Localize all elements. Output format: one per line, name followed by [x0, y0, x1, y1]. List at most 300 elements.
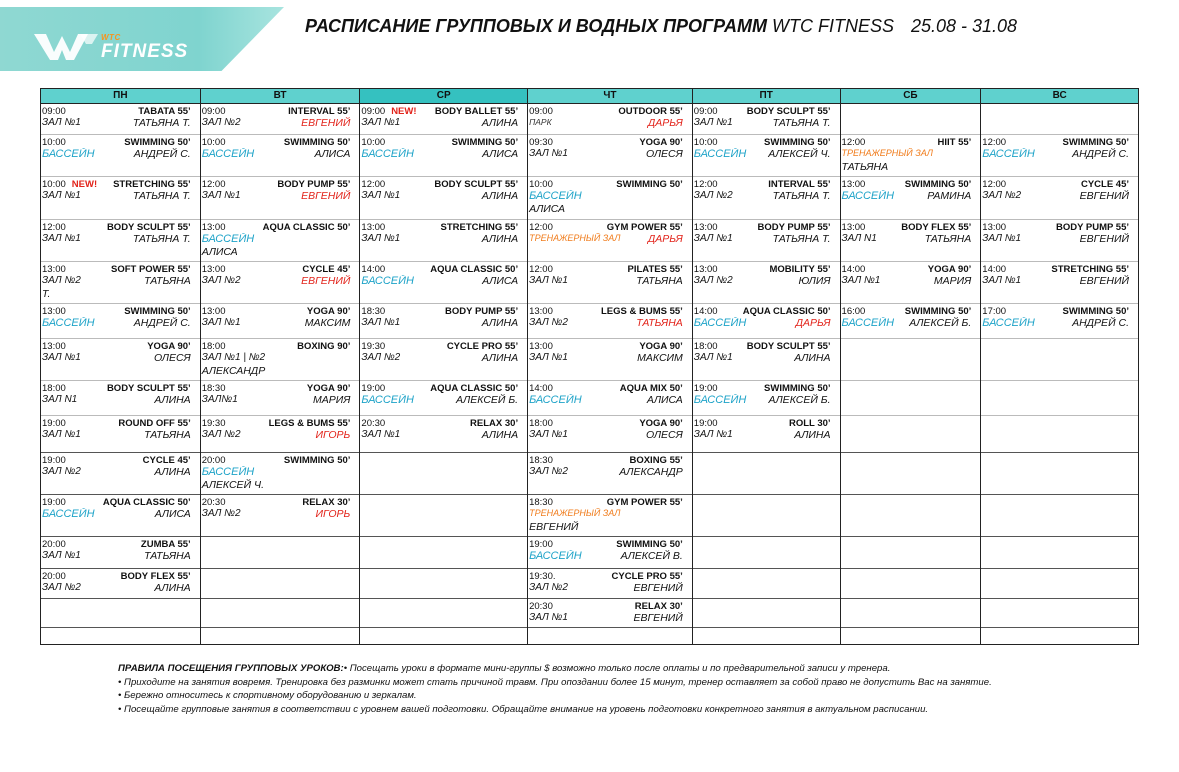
- class-details: [360, 233, 527, 246]
- day-header: ВТ: [201, 89, 360, 104]
- class-time: 13:00: [693, 264, 718, 275]
- class-time: 18:00: [201, 341, 226, 352]
- class-room: БАССЕЙН: [841, 190, 895, 202]
- class-room: ЗАЛ №2: [201, 508, 241, 519]
- class-cell: [693, 104, 840, 135]
- class-details: [841, 148, 981, 161]
- class-room: ЗАЛ №1: [42, 352, 81, 363]
- class-cell: [201, 135, 360, 177]
- class-trainer: ЕВГЕНИЙ: [301, 275, 351, 287]
- class-details: [693, 429, 840, 442]
- class-name: BODY SCULPT 55’: [106, 222, 191, 233]
- class-cell: [360, 339, 527, 381]
- class-trainer: АЛИНА: [481, 317, 519, 329]
- class-trainer: АЛЕКСЕЙ Ч.: [768, 148, 831, 160]
- class-details: [201, 117, 360, 130]
- class-room: БАССЕЙН: [201, 233, 255, 245]
- class-header: [528, 569, 692, 582]
- day-column: [528, 89, 693, 644]
- day-header: ПН: [41, 89, 200, 104]
- class-trainer-extra: АЛЕКСАНДР: [201, 365, 266, 377]
- class-trainer: АНДРЕЙ С.: [1072, 317, 1129, 329]
- class-details: [201, 148, 360, 161]
- class-room: ЗАЛ №1: [982, 275, 1022, 286]
- class-name: BODY PUMP 55’: [445, 306, 519, 317]
- class-room: ЗАЛ №1 | №2: [201, 352, 266, 363]
- class-header: [693, 177, 840, 190]
- class-name: BODY PUMP 55’: [277, 179, 351, 190]
- class-header: [41, 135, 200, 148]
- class-name: OUTDOOR 55’: [618, 106, 683, 117]
- class-cell: [41, 453, 200, 495]
- class-cell: [693, 416, 840, 453]
- class-room: ТРЕНАЖЕРНЫЙ ЗАЛ: [529, 508, 621, 518]
- class-cell: [41, 220, 200, 262]
- class-header: [41, 569, 200, 582]
- class-cell: [360, 495, 527, 537]
- class-room: ЗАЛ №1: [42, 190, 81, 201]
- class-room: БАССЕЙН: [693, 317, 747, 329]
- class-name: SOFT POWER 55’: [110, 264, 191, 275]
- class-room: БАССЕЙН: [529, 190, 582, 202]
- class-cell: [201, 262, 360, 304]
- class-cell: [528, 381, 692, 416]
- class-cell: [201, 495, 360, 537]
- class-cell: [693, 599, 840, 628]
- class-details: [41, 117, 200, 130]
- class-time: 12:00: [529, 222, 553, 233]
- class-time: 13:00: [42, 264, 66, 275]
- class-room: ТРЕНАЖЕРНЫЙ ЗАЛ: [841, 148, 933, 158]
- class-trainer: ТАТЬЯНА Т.: [772, 190, 831, 202]
- class-room: ЗАЛ №2: [529, 317, 568, 328]
- class-room: ЗАЛ №1: [361, 117, 401, 128]
- schedule-table: [40, 88, 1139, 645]
- class-trainer: ТАТЬЯНА: [636, 317, 683, 329]
- class-details: [528, 508, 692, 521]
- day-column: [201, 89, 361, 644]
- class-trainer: ЕВГЕНИЙ: [633, 612, 683, 624]
- class-room: БАССЕЙН: [693, 148, 747, 160]
- class-time: 10:00: [201, 137, 226, 148]
- class-cell: [841, 220, 981, 262]
- class-details: [528, 190, 692, 203]
- class-details: [41, 466, 200, 479]
- class-time: 10:00: [529, 179, 553, 190]
- day-column: [981, 89, 1138, 644]
- class-name: STRETCHING 55’: [113, 179, 191, 190]
- class-cell: [693, 628, 840, 644]
- class-time: 13:00: [529, 306, 553, 317]
- class-cell: [841, 262, 981, 304]
- class-name: YOGA 90’: [147, 341, 191, 352]
- class-cell: [981, 495, 1138, 537]
- class-cell: [41, 135, 200, 177]
- class-header: [528, 416, 692, 429]
- class-header: [360, 177, 527, 190]
- class-details: [981, 317, 1138, 330]
- class-trainer: АЛИНА: [481, 352, 519, 364]
- class-cell: [41, 304, 200, 339]
- class-time: 14:00: [529, 383, 553, 394]
- class-name: BODY SCULPT 55’: [746, 341, 831, 352]
- class-trainer: МАРИЯ: [312, 394, 351, 406]
- class-cell: [41, 262, 200, 304]
- class-header: [693, 339, 840, 352]
- class-room: ЗАЛ №1: [361, 317, 401, 328]
- class-trainer: [350, 233, 358, 246]
- class-trainer: АЛИНА: [154, 394, 191, 406]
- class-details: [693, 233, 840, 246]
- class-room: ЗАЛ №2: [693, 190, 733, 201]
- class-name: BODY SCULPT 55’: [434, 179, 519, 190]
- class-name: SWIMMING 50’: [1062, 306, 1129, 317]
- class-trainer: [683, 190, 691, 203]
- class-header: [201, 416, 360, 429]
- class-room: ЗАЛ №2: [42, 466, 81, 477]
- class-name: YOGA 90’: [639, 137, 683, 148]
- class-trainer: ЕВГЕНИЙ: [1079, 233, 1129, 245]
- class-cell: [528, 453, 692, 495]
- class-cell: [360, 537, 527, 569]
- logo-text: FITNESS: [101, 41, 189, 62]
- class-header: [201, 135, 360, 148]
- class-room: ЗАЛ №2: [42, 275, 81, 286]
- class-cell: [528, 416, 692, 453]
- class-time: 18:00: [693, 341, 718, 352]
- class-room: ЗАЛ №1: [982, 233, 1022, 244]
- class-cell: [981, 135, 1138, 177]
- class-time: 10:00: [693, 137, 718, 148]
- class-cell: [693, 304, 840, 339]
- class-cell: [981, 569, 1138, 599]
- class-details: [693, 148, 840, 161]
- class-header: [201, 220, 360, 233]
- class-time: 10:00: [361, 137, 386, 148]
- class-time: 13:00: [841, 179, 866, 190]
- class-cell: [981, 628, 1138, 644]
- class-name: AQUA CLASSIC 50’: [430, 264, 519, 275]
- class-name: RELAX 30’: [470, 418, 519, 429]
- class-trainer: ТАТЬЯНА: [144, 429, 191, 441]
- class-time: 13:00: [201, 306, 226, 317]
- class-details: [841, 317, 981, 330]
- day-header: ПТ: [693, 89, 840, 104]
- class-cell: [201, 599, 360, 628]
- class-details: [528, 612, 692, 625]
- class-time: 18:30: [529, 497, 553, 508]
- class-details: [41, 233, 200, 246]
- class-room: ЗАЛ №2: [982, 190, 1022, 201]
- class-trainer: ДАРЬЯ: [795, 317, 831, 329]
- class-cell: [528, 537, 692, 569]
- class-room: БАССЕЙН: [42, 317, 95, 329]
- wtc-logo-icon: [32, 22, 102, 62]
- class-details: [693, 190, 840, 203]
- class-details: [360, 275, 527, 288]
- class-room: ЗАЛ №2: [201, 275, 241, 286]
- class-cell: [360, 220, 527, 262]
- class-details: [841, 233, 981, 246]
- class-cell: [360, 381, 527, 416]
- class-details: [528, 352, 692, 365]
- rules-heading: ПРАВИЛА ПОСЕЩЕНИЯ ГРУППОВЫХ УРОКОВ:: [118, 663, 344, 674]
- class-cell: [981, 381, 1138, 416]
- class-header: [528, 304, 692, 317]
- class-cell: [41, 628, 200, 644]
- class-time: 20:00: [42, 571, 66, 582]
- class-name: ROLL 30’: [789, 418, 831, 429]
- day-column: [841, 89, 982, 644]
- class-room: ЗАЛ №1: [693, 233, 733, 244]
- class-details: [693, 352, 840, 365]
- class-name: SWIMMING 50’: [764, 383, 831, 394]
- class-name: CYCLE 45’: [302, 264, 351, 275]
- class-header: [693, 416, 840, 429]
- class-details: [981, 148, 1138, 161]
- class-header: [201, 104, 360, 117]
- class-time: 20:30: [529, 601, 553, 612]
- class-cell: [693, 135, 840, 177]
- page-title: [305, 16, 1017, 37]
- class-details: [528, 582, 692, 595]
- class-name: BODY SCULPT 55’: [746, 106, 831, 117]
- class-cell: [41, 416, 200, 453]
- class-name: BODY FLEX 55’: [120, 571, 191, 582]
- class-room: ЗАЛ№1: [201, 394, 238, 405]
- class-header: [41, 177, 200, 190]
- class-name: PILATES 55’: [627, 264, 683, 275]
- class-cell: [41, 339, 200, 381]
- class-details: [528, 429, 692, 442]
- class-header: [41, 416, 200, 429]
- day-column: [360, 89, 528, 644]
- class-room: ЗАЛ №1: [42, 117, 81, 128]
- class-time: 20:00: [42, 539, 66, 550]
- class-trainer: АЛИСА: [314, 148, 351, 160]
- class-header: [528, 177, 692, 190]
- class-trainer: ОЛЕСЯ: [153, 352, 191, 364]
- class-details: [693, 317, 840, 330]
- class-header: [201, 177, 360, 190]
- class-header: [41, 495, 200, 508]
- class-cell: [693, 339, 840, 381]
- class-trainer: МАКСИМ: [637, 352, 683, 364]
- class-cell: [981, 304, 1138, 339]
- class-cell: [528, 177, 692, 220]
- class-name: SWIMMING 50’: [616, 179, 683, 190]
- class-time: 19:00: [693, 418, 718, 429]
- class-cell: [360, 177, 527, 220]
- class-name: BODY SCULPT 55’: [106, 383, 191, 394]
- class-cell: [201, 381, 360, 416]
- class-header: [360, 339, 527, 352]
- class-name: RELAX 30’: [302, 497, 351, 508]
- class-cell: [201, 453, 360, 495]
- class-cell: [693, 453, 840, 495]
- class-trainer: АНДРЕЙ С.: [133, 317, 191, 329]
- class-cell: [693, 569, 840, 599]
- class-details: [201, 190, 360, 203]
- class-cell: [528, 220, 692, 262]
- class-details: [528, 117, 692, 130]
- class-time: 12:00: [529, 264, 553, 275]
- class-room: ЗАЛ №1: [529, 429, 568, 440]
- class-header: [360, 381, 527, 394]
- class-trainer-extra: ТАТЬЯНА: [841, 161, 889, 173]
- class-room: ЗАЛ №2: [529, 582, 568, 593]
- class-time: 18:00: [42, 383, 66, 394]
- day-header: ВС: [981, 89, 1138, 104]
- rules-line: • Посещать уроки в формате мини-группы $ возможно только после оплаты и по предварительной записи у тренера.: [343, 663, 891, 674]
- class-cell: [360, 304, 527, 339]
- class-name: SWIMMING 50’: [904, 179, 972, 190]
- class-time: 18:00: [529, 418, 553, 429]
- class-name: TABATA 55’: [138, 106, 191, 117]
- class-name: SWIMMING 50’: [451, 137, 519, 148]
- class-time: 18:30: [361, 306, 386, 317]
- class-name: AQUA CLASSIC 50’: [102, 497, 191, 508]
- class-room: ЗАЛ N1: [42, 394, 78, 405]
- class-trainer: ИГОРЬ: [315, 508, 351, 520]
- class-header: [360, 304, 527, 317]
- class-cell: [360, 416, 527, 453]
- class-header: [841, 135, 981, 148]
- class-details: [41, 275, 200, 288]
- class-details: [693, 394, 840, 407]
- class-details: [360, 117, 527, 130]
- class-name: INTERVAL 55’: [768, 179, 831, 190]
- class-time: 17:00: [982, 306, 1007, 317]
- class-time: 19:00: [42, 418, 66, 429]
- class-trainer: ЕВГЕНИЙ: [301, 190, 351, 202]
- class-trainer: ТАТЬЯНА Т.: [132, 190, 191, 202]
- class-time: 13:00: [42, 341, 66, 352]
- class-room: БАССЕЙН: [361, 394, 414, 406]
- class-time: 19:30.: [529, 571, 556, 582]
- class-trainer-extra: Т.: [42, 288, 51, 300]
- class-trainer: ИГОРЬ: [315, 429, 351, 441]
- new-badge: NEW!: [391, 106, 417, 117]
- class-name: YOGA 90’: [639, 418, 683, 429]
- class-cell: [693, 381, 840, 416]
- class-header: [41, 262, 200, 275]
- new-badge: NEW!: [71, 179, 98, 190]
- class-cell: [528, 304, 692, 339]
- class-time: 09:00: [201, 106, 226, 117]
- class-room: ЗАЛ №1: [841, 275, 881, 286]
- class-trainer: АЛИНА: [481, 190, 519, 202]
- class-details: [528, 317, 692, 330]
- class-room: ЗАЛ №2: [693, 275, 733, 286]
- class-room: ЗАЛ №1: [693, 352, 733, 363]
- class-name: BOXING 55’: [629, 455, 683, 466]
- class-header: [360, 104, 527, 117]
- class-details: [41, 550, 200, 563]
- class-header: [528, 104, 692, 117]
- class-header: [981, 262, 1138, 275]
- class-cell: [981, 537, 1138, 569]
- class-trainer-extra: АЛИСА: [201, 246, 238, 258]
- class-room: ЗАЛ №1: [201, 317, 241, 328]
- class-header: [528, 339, 692, 352]
- class-trainer: АЛИНА: [794, 429, 831, 441]
- class-cell: [841, 104, 981, 135]
- class-header: [528, 599, 692, 612]
- class-header: [201, 381, 360, 394]
- class-time: 10:00: [42, 179, 66, 190]
- class-name: SWIMMING 50’: [616, 539, 683, 550]
- class-cell: [360, 453, 527, 495]
- class-room: ТРЕНАЖЕРНЫЙ ЗАЛ: [529, 233, 621, 243]
- class-time: 12:00: [693, 179, 718, 190]
- class-header: [41, 304, 200, 317]
- class-details: [841, 190, 981, 203]
- class-time: 09:30: [529, 137, 553, 148]
- class-name: HIIT 55’: [937, 137, 972, 148]
- class-trainer: ЮЛИЯ: [798, 275, 831, 287]
- class-trainer: ТАТЬЯНА Т.: [132, 233, 191, 245]
- rules-line: • Посещайте групповые занятия в соответствии с уровнем вашей подготовки. Обращайте внимание на уровень подготовки конкретного занятия в актуальном расписании.: [118, 703, 929, 715]
- class-room: БАССЕЙН: [982, 148, 1035, 160]
- class-time: 13:00: [42, 306, 66, 317]
- class-cell: [201, 339, 360, 381]
- class-cell: [981, 177, 1138, 220]
- class-header: [41, 104, 200, 117]
- class-time: 13:00: [529, 341, 553, 352]
- class-trainer: АЛИНА: [154, 582, 191, 594]
- class-details: [360, 190, 527, 203]
- class-cell: [841, 569, 981, 599]
- class-time: 14:00: [361, 264, 386, 275]
- class-header: [693, 135, 840, 148]
- class-time: 19:00: [42, 455, 66, 466]
- class-trainer: ЕВГЕНИЙ: [633, 582, 683, 594]
- class-time: 13:00: [841, 222, 866, 233]
- class-trainer-extra: АЛЕКСЕЙ Ч.: [201, 479, 264, 491]
- class-name: CYCLE PRO 55’: [611, 571, 683, 582]
- class-room: ЗАЛ №2: [42, 582, 81, 593]
- class-cell: [693, 220, 840, 262]
- class-cell: [841, 416, 981, 453]
- class-time: 09:00: [693, 106, 718, 117]
- title-regular: WTC FITNESS: [771, 16, 894, 36]
- class-time: 10:00: [42, 137, 66, 148]
- rules-line: • Приходите на занятия вовремя. Тренировка без разминки может стать причиной травм. При опоздании более 15 минут, тренер оставляет за собой право не допустить Вас на занятие.: [118, 676, 992, 688]
- logo-brand: WTC: [101, 33, 121, 42]
- class-trainer: ЕВГЕНИЙ: [301, 117, 351, 129]
- class-room: ЗАЛ №2: [361, 352, 401, 363]
- class-room: БАССЕЙН: [42, 148, 95, 160]
- class-name: BODY BALLET 55’: [434, 106, 519, 117]
- class-room: ЗАЛ №1: [42, 429, 81, 440]
- class-cell: [981, 104, 1138, 135]
- class-details: [528, 148, 692, 161]
- class-header: [693, 262, 840, 275]
- class-trainer: [350, 466, 358, 479]
- class-details: [201, 429, 360, 442]
- class-name: BODY PUMP 55’: [757, 222, 831, 233]
- class-details: [981, 190, 1138, 203]
- class-details: [360, 317, 527, 330]
- class-header: [981, 220, 1138, 233]
- class-header: [41, 453, 200, 466]
- class-time: 19:00: [361, 383, 386, 394]
- class-trainer: АЛЕКСЕЙ В.: [620, 550, 683, 562]
- class-details: [360, 148, 527, 161]
- class-cell: [201, 569, 360, 599]
- class-time: 12:00: [982, 137, 1007, 148]
